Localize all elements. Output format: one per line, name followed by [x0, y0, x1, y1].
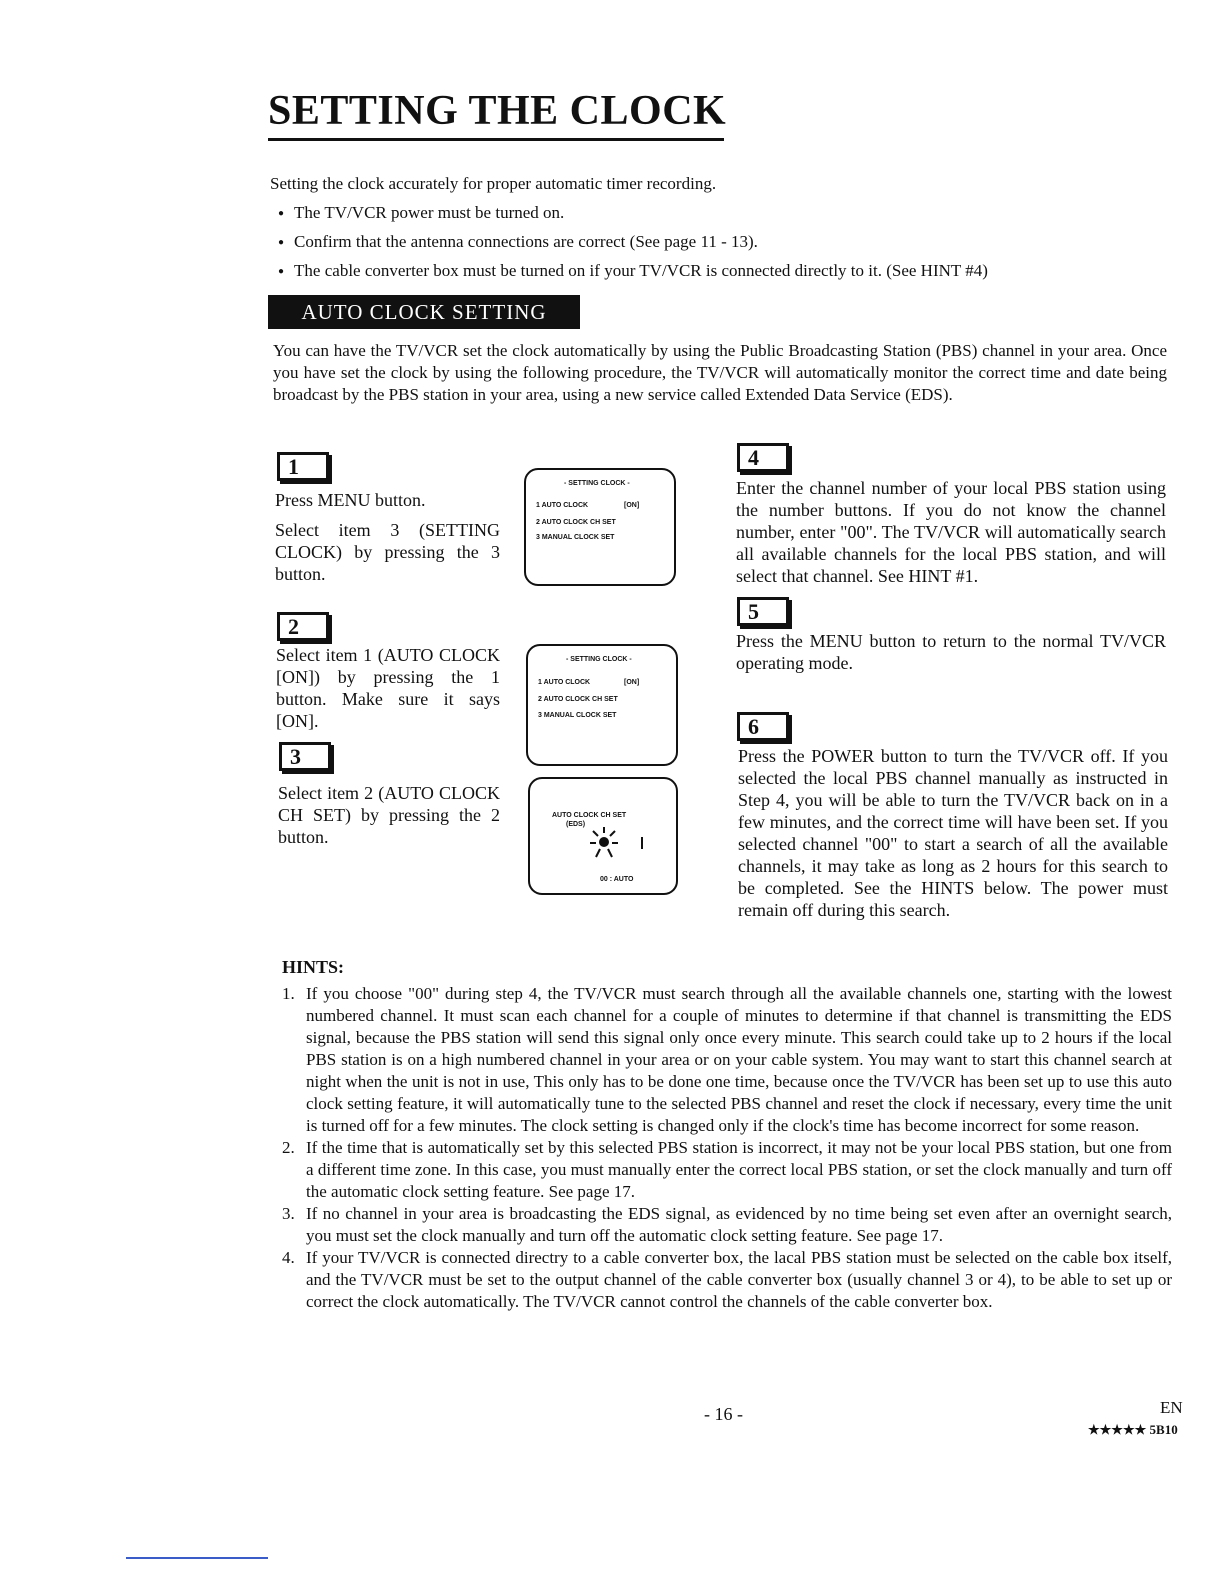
tv-screen-menu-2	[526, 644, 678, 766]
eds-screen-subtitle: (EDS)	[566, 821, 586, 828]
hint-number: 2.	[282, 1138, 295, 1157]
title-underline	[268, 138, 724, 141]
step-number-4: 4	[737, 443, 789, 472]
step-number-2: 2	[277, 612, 329, 641]
eds-screen-title: AUTO CLOCK CH SET	[552, 812, 627, 819]
requirements-list	[278, 202, 988, 289]
menu-item-2: 2 AUTO CLOCK CH SET	[538, 696, 618, 703]
link-underline	[126, 1557, 268, 1559]
hint-text: If no channel in your area is broadcasting the EDS signal, as evidenced by no time being set even after an overnight search, you must set the clock manually and turn off the automatic clock setting feature. See page 17.	[306, 1204, 1172, 1245]
hint-number: 1.	[282, 984, 295, 1003]
menu-item-3: 3 MANUAL CLOCK SET	[536, 534, 615, 541]
page-title: SETTING THE CLOCK	[268, 88, 727, 134]
list-item	[282, 983, 1172, 1137]
menu-title: - SETTING CLOCK -	[566, 656, 632, 663]
tv-signal-icon	[590, 825, 654, 861]
hints-heading: HINTS:	[282, 957, 345, 977]
step-6-text: Press the POWER button to turn the TV/VCR off. If you selected the local PBS channel manually as instructed in Step 4, you will be able to turn the TV/VCR back on in a few minutes, and the correct time will have been set. If you selected channel "00" to start a search of all the available channels, it may take as long as 2 hours for this search to be completed. See the HINTS below. The power must remain off during this search.	[738, 746, 1168, 920]
step-1-line-2: Select item 3 (SETTING CLOCK) by pressing the 3 button.	[275, 520, 500, 584]
list-item	[282, 1247, 1172, 1313]
menu-item-2: 2 AUTO CLOCK CH SET	[536, 519, 616, 526]
hint-number: 4.	[282, 1248, 295, 1267]
step-number-5: 5	[737, 597, 789, 626]
step-1-text	[275, 489, 500, 585]
tv-screen-eds-search	[528, 777, 678, 895]
list-item	[282, 1137, 1172, 1203]
menu-title: - SETTING CLOCK -	[564, 480, 630, 487]
list-item	[282, 1203, 1172, 1247]
step-4-text: Enter the channel number of your local PBS station using the number buttons. If you do not know the channel number, enter "00". The TV/VCR will automatically search all available channels for the local PBS station, and will select that channel. See HINT #1.	[736, 478, 1166, 586]
hint-number: 3.	[282, 1204, 295, 1223]
step-number-6: 6	[737, 712, 789, 741]
menu-item-1-value: [ON]	[624, 502, 640, 509]
section-banner: AUTO CLOCK SETTING	[268, 295, 580, 329]
menu-item-1: 1 AUTO CLOCK	[538, 679, 591, 686]
step-number-3: 3	[279, 742, 331, 771]
hint-text: If the time that is automatically set by this selected PBS station is incorrect, it may not be your local PBS station, but one from a different time zone. In this case, you must manually enter the correct local PBS station, or set the clock manually and turn off the automatic clock setting feature. See page 17.	[306, 1138, 1172, 1201]
page-number: - 16 -	[704, 1404, 743, 1424]
language-code: EN	[1160, 1398, 1183, 1417]
eds-status: 00 : AUTO	[600, 876, 634, 883]
model-code: ★★★★★ 5B10	[1088, 1422, 1178, 1437]
list-item: ● The TV/VCR power must be turned on.	[278, 202, 988, 231]
menu-item-1-value: [ON]	[624, 679, 640, 686]
tv-screen-menu-1	[524, 468, 676, 586]
step-5-text: Press the MENU button to return to the normal TV/VCR operating mode.	[736, 631, 1166, 673]
step-2-text: Select item 1 (AUTO CLOCK [ON]) by pressing the 1 button. Make sure it says [ON].	[276, 645, 500, 731]
step-1-line-1: Press MENU button.	[275, 490, 426, 510]
intro-text: Setting the clock accurately for proper automatic timer recording.	[270, 174, 717, 193]
hint-text: If you choose "00" during step 4, the TV/VCR must search through all the available channels one, starting with the lowest numbered channel. It must scan each channel for a couple of minutes to determine if that channel is transmitting the EDS signal, because the PBS station will send this signal only once every minute. This search could take up to 2 hours if the local PBS station is on a high numbered channel in your area or on your cable system. You may want to start this channel search at night when the unit is not in use, This only has to be done one time, because once the TV/VCR has been set up to use this auto clock setting feature, it will automatically tune to the selected PBS channel and reset the clock if necessary, every time the unit is turned off for a few minutes. The clock setting is changed only if the clock's time has become incorrect for some reason.	[306, 984, 1172, 1135]
hints-list	[282, 983, 1172, 1313]
step-3-text: Select item 2 (AUTO CLOCK CH SET) by pressing the 2 button.	[278, 783, 500, 847]
section-description: You can have the TV/VCR set the clock automatically by using the Public Broadcasting Station (PBS) channel in your area. Once you have set the clock by using the following procedure, the TV/VCR will automatically monitor the correct time and date being broadcast by the PBS station in your area, using a new service called Extended Data Service (EDS).	[273, 341, 1167, 404]
hint-text: If your TV/VCR is connected directry to a cable converter box, the lacal PBS station must be selected on the cable box itself, and the TV/VCR must be set to the output channel of the cable converter box (usually channel 3 or 4), to be able to set up or correct the clock automatically. The TV/VCR cannot control the channels of the cable converter box.	[306, 1248, 1172, 1311]
menu-item-3: 3 MANUAL CLOCK SET	[538, 712, 617, 719]
list-item: ● The cable converter box must be turned on if your TV/VCR is connected directly to it. (See HINT #4)	[278, 260, 988, 289]
menu-item-1: 1 AUTO CLOCK	[536, 502, 589, 509]
step-number-1: 1	[277, 452, 329, 481]
list-item: ● Confirm that the antenna connections are correct (See page 11 - 13).	[278, 231, 988, 260]
